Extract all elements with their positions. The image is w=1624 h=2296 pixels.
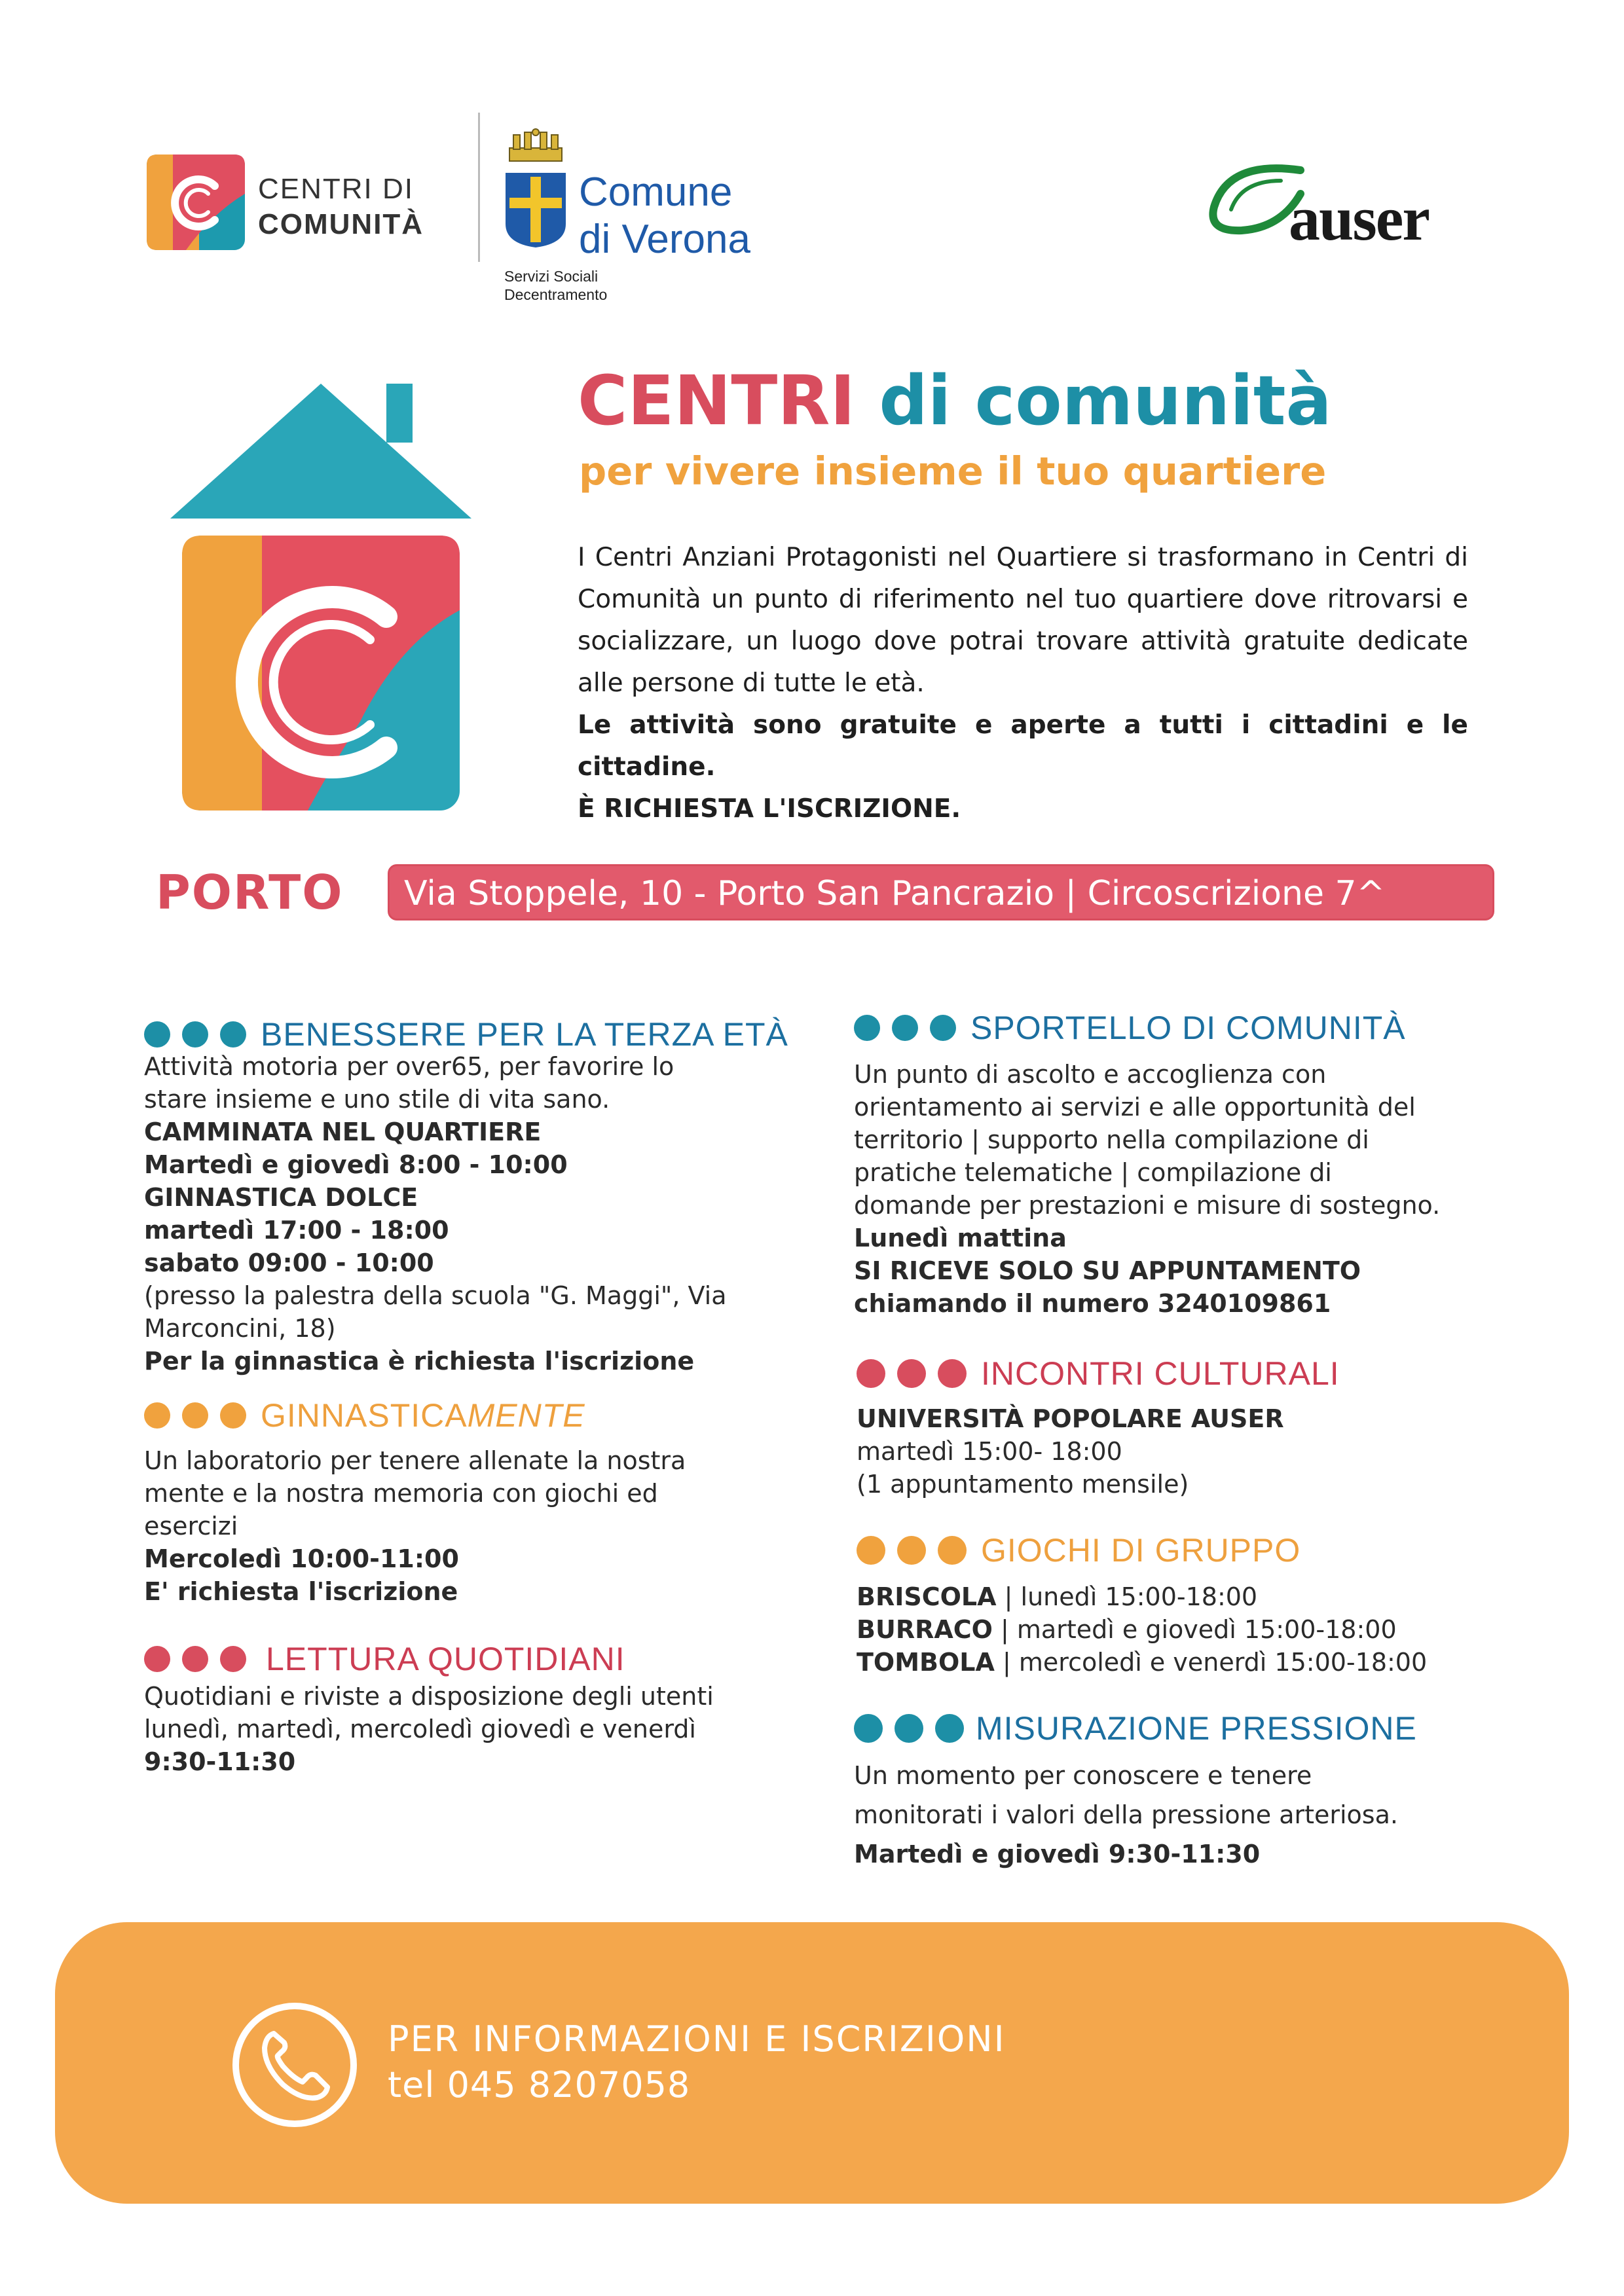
section-line: orientamento ai servizi e alle opportunità del	[854, 1093, 1416, 1121]
section-line: martedì 15:00- 18:00	[857, 1437, 1122, 1466]
section-line: pratiche telematiche | compilazione di	[854, 1158, 1332, 1187]
bullet-dot-icon	[930, 1015, 956, 1041]
bullet-dot-icon	[857, 1359, 885, 1388]
section-line: Mercoledì 10:00-11:00	[144, 1544, 459, 1573]
bullet-dot-icon	[935, 1714, 964, 1743]
section-lettura-quotidiani	[144, 1638, 714, 1778]
bullet-dot-icon	[220, 1402, 246, 1429]
section-giochi-di-gruppo	[857, 1529, 1427, 1679]
section-title: GIOCHI DI GRUPPO	[981, 1532, 1301, 1569]
section-line: Per la ginnastica è richiesta l'iscrizione	[144, 1347, 695, 1376]
page-title: CENTRI di comunità	[578, 361, 1332, 441]
bullet-dot-icon	[220, 1021, 246, 1048]
section-line: Un punto di ascolto e accoglienza con	[854, 1060, 1327, 1089]
location-name: PORTO	[156, 865, 344, 920]
section-title: LETTURA QUOTIDIANI	[266, 1641, 625, 1677]
intro-paragraph: I Centri Anziani Protagonisti nel Quartiere si trasformano in Centri di Comunità un punto di riferimento nel tuo quartiere dove ritrovarsi e socializzare, un luogo dove potrai trovare attività gratuite dedicate alle persone di tutte le età. Le attività sono gratuite e aperte a tutti i cittadini e le cittadine. È RICHIESTA L'ISCRIZIONE.	[578, 543, 1468, 824]
section-line: (1 appuntamento mensile)	[857, 1470, 1189, 1499]
centri-di-comunita-wordmark: CENTRI DI COMUNITÀ	[258, 173, 424, 240]
section-line: Marconcini, 18)	[144, 1314, 336, 1343]
section-line: Martedì e giovedì 8:00 - 10:00	[144, 1150, 568, 1179]
section-line: Attività motoria per over65, per favorire lo	[144, 1052, 674, 1081]
section-title: BENESSERE PER LA TERZA ETÀ	[261, 1016, 788, 1053]
section-sportello	[854, 1007, 1440, 1320]
section-ginnasticamente	[144, 1394, 686, 1608]
section-title: MISURAZIONE PRESSIONE	[976, 1710, 1417, 1747]
section-line: martedì 17:00 - 18:00	[144, 1216, 449, 1245]
game-row: BURRACO | martedì e giovedì 15:00-18:00	[857, 1615, 1397, 1644]
bullet-dot-icon	[182, 1402, 208, 1429]
bullet-dot-icon	[144, 1402, 170, 1429]
bullet-dot-icon	[897, 1536, 926, 1565]
section-line: GINNASTICA DOLCE	[144, 1183, 418, 1212]
section-line: esercizi	[144, 1512, 238, 1540]
section-line: SI RICEVE SOLO SU APPUNTAMENTO	[854, 1256, 1361, 1285]
section-misurazione-pressione	[854, 1707, 1417, 1874]
bullet-dot-icon	[938, 1359, 967, 1388]
bullet-dot-icon	[895, 1714, 923, 1743]
section-line: territorio | supporto nella compilazione di	[854, 1125, 1369, 1154]
crown-icon	[504, 128, 567, 164]
section-line: Martedì e giovedì 9:30-11:30	[854, 1840, 1261, 1868]
bullet-dot-icon	[897, 1359, 926, 1388]
section-line: Un momento per conoscere e tenere	[854, 1761, 1312, 1790]
section-incontri-culturali	[857, 1353, 1340, 1501]
section-line: monitorati i valori della pressione arteriosa.	[854, 1800, 1398, 1829]
bullet-dot-icon	[854, 1714, 883, 1743]
info-heading: PER INFORMAZIONI E ISCRIZIONI	[388, 2018, 1006, 2060]
game-row: TOMBOLA | mercoledì e venerdì 15:00-18:00	[857, 1648, 1428, 1677]
location-address-banner: Via Stoppele, 10 - Porto San Pancrazio | Circoscrizione 7^	[388, 864, 1494, 920]
section-line: Lunedì mattina	[854, 1224, 1067, 1252]
bullet-dot-icon	[854, 1015, 880, 1041]
section-line: Quotidiani e riviste a disposizione degli utenti	[144, 1682, 714, 1711]
section-line: sabato 09:00 - 10:00	[144, 1248, 434, 1277]
bullet-dot-icon	[182, 1021, 208, 1048]
comune-di-verona-wordmark: Comune di Verona	[579, 170, 750, 262]
bullet-dot-icon	[938, 1536, 967, 1565]
header-divider	[478, 113, 480, 262]
section-line: chiamando il numero 3240109861	[854, 1289, 1331, 1318]
section-line: E' richiesta l'iscrizione	[144, 1577, 458, 1606]
info-phone-number[interactable]: tel 045 8207058	[388, 2064, 691, 2105]
bullet-dot-icon	[144, 1646, 170, 1672]
bullet-dot-icon	[144, 1021, 170, 1048]
section-line: stare insieme e uno stile di vita sano.	[144, 1085, 610, 1114]
section-line: UNIVERSITÀ POPOLARE AUSER	[857, 1404, 1284, 1433]
bullet-dot-icon	[182, 1646, 208, 1672]
section-line: 9:30-11:30	[144, 1747, 296, 1776]
section-line: lunedì, martedì, mercoledì giovedì e venerdì	[144, 1715, 696, 1743]
servizi-sociali-label: Servizi Sociali Decentramento	[504, 268, 608, 303]
bullet-dot-icon	[892, 1015, 918, 1041]
section-title: GINNASTICAMENTE	[261, 1397, 585, 1434]
section-line: Un laboratorio per tenere allenate la nostra	[144, 1446, 686, 1475]
section-title: INCONTRI CULTURALI	[981, 1355, 1340, 1392]
section-line: (presso la palestra della scuola "G. Maggi", Via	[144, 1281, 727, 1310]
bullet-dot-icon	[220, 1646, 246, 1672]
centri-di-comunita-logo	[147, 155, 245, 250]
verona-shield-icon	[504, 172, 567, 249]
game-row: BRISCOLA | lunedì 15:00-18:00	[857, 1582, 1258, 1611]
section-line: CAMMINATA NEL QUARTIERE	[144, 1118, 542, 1146]
section-title: SPORTELLO DI COMUNITÀ	[970, 1010, 1406, 1046]
section-line: domande per prestazioni e misure di sostegno.	[854, 1191, 1441, 1220]
house-logo-illustration	[164, 381, 478, 813]
section-line: mente e la nostra memoria con giochi ed	[144, 1479, 658, 1508]
phone-icon	[231, 2001, 359, 2129]
bullet-dot-icon	[857, 1536, 885, 1565]
page-subtitle: per vivere insieme il tuo quartiere	[579, 448, 1327, 494]
section-benessere	[144, 1013, 788, 1377]
auser-logo: auser	[1289, 183, 1429, 253]
